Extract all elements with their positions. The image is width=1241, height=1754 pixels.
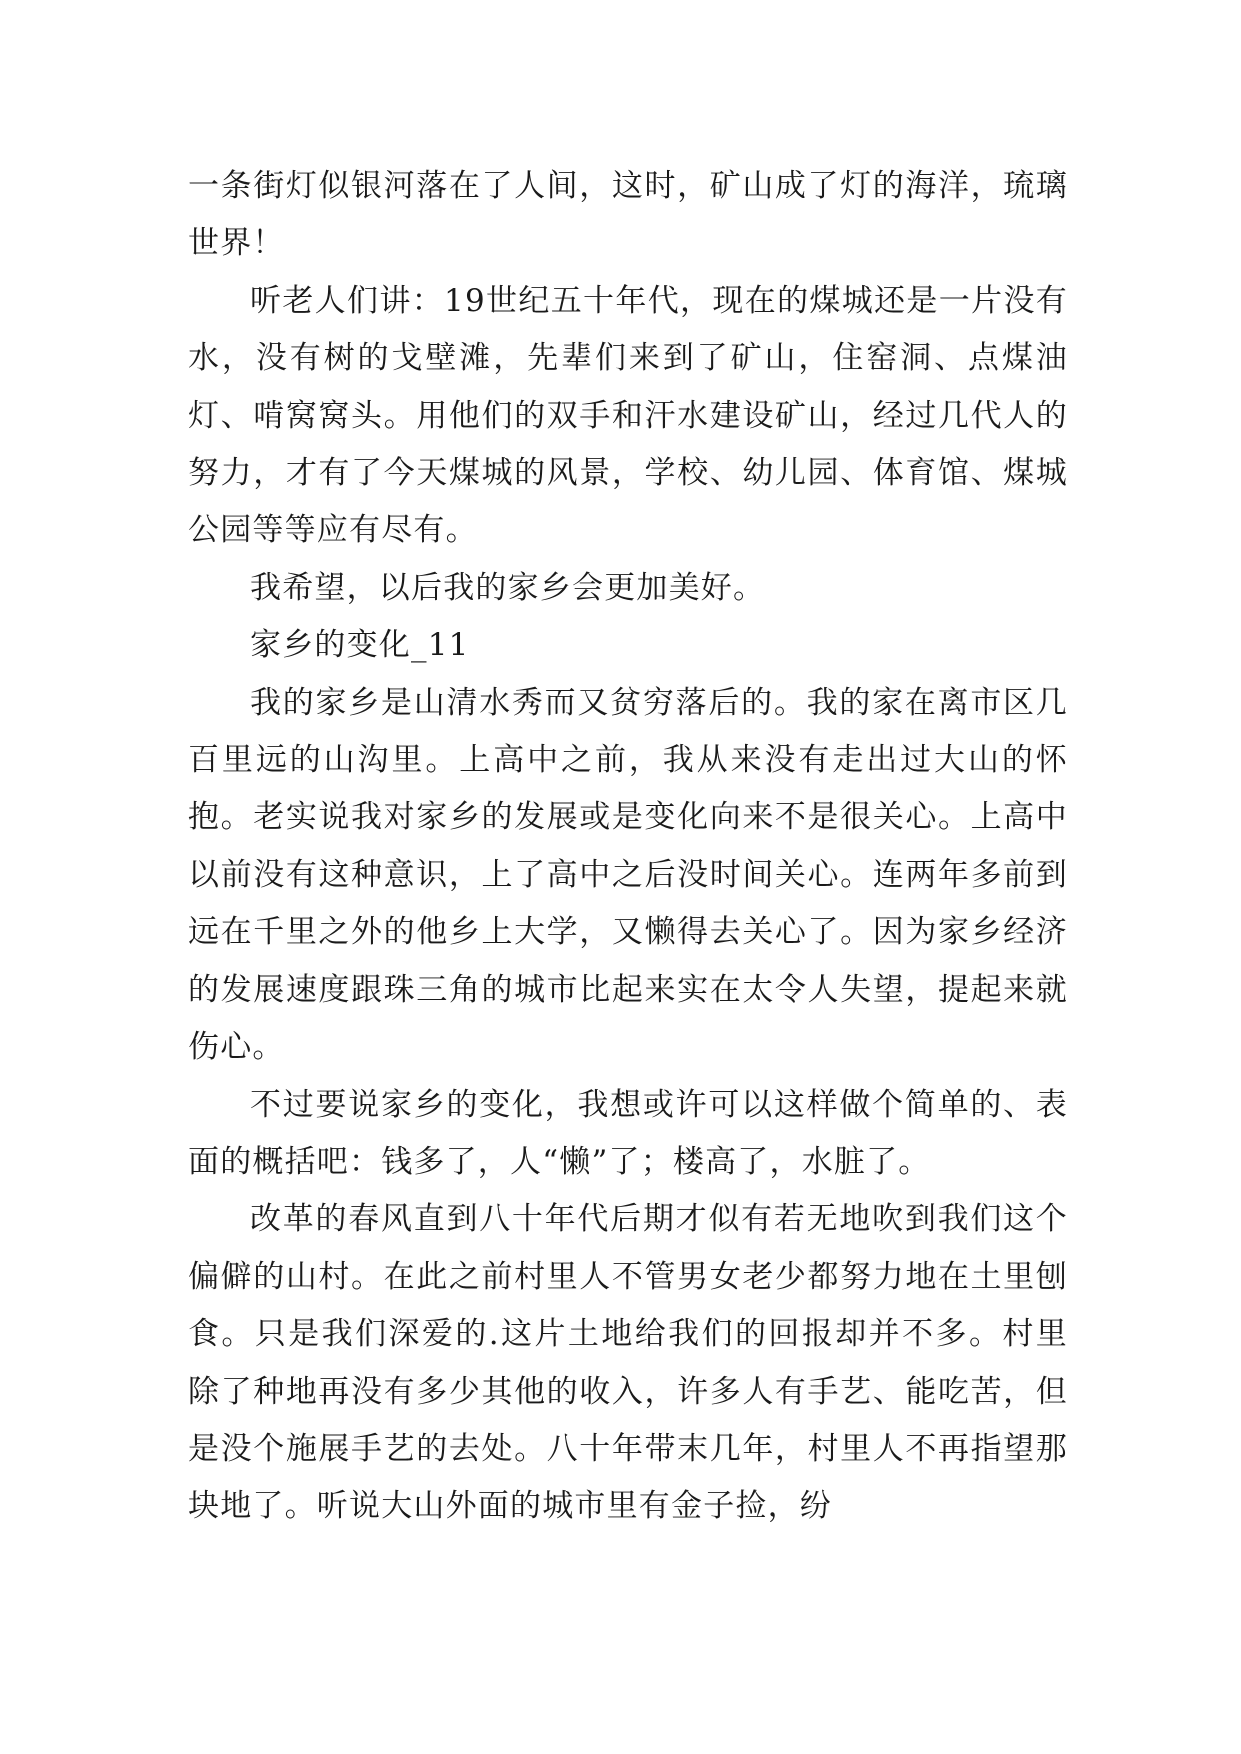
paragraph-5: 我的家乡是山清水秀而又贫穷落后的。我的家在离市区几百里远的山沟里。上高中之前，我从来没有走出过大山的怀抱。老实说我对家乡的发展或是变化向来不是很关心。上高中以前没有这种意识，上了高中之后没时间关心。连两年多前到远在千里之外的他乡上大学，又懒得去关心了。因为家乡经济的发展速度跟珠三角的城市比起来实在太令人失望，提起来就伤心。 (188, 684, 1068, 1066)
paragraph-1: 一条街灯似银河落在了人间，这时，矿山成了灯的海洋，琉璃世界！ (188, 168, 1068, 262)
section-title: 家乡的变化_11 (250, 627, 470, 664)
paragraph-6: 不过要说家乡的变化，我想或许可以这样做个简单的、表面的概括吧：钱多了，人“懒”了；楼高了，水脏了。 (188, 1086, 1068, 1180)
paragraph-3: 我希望，以后我的家乡会更加美好。 (250, 569, 766, 606)
document-body (188, 158, 1068, 1536)
paragraph-2: 听老人们讲：19世纪五十年代，现在的煤城还是一片没有水，没有树的戈壁滩，先辈们来到了矿山，住窑洞、点煤油灯、啃窝窝头。用他们的双手和汗水建设矿山，经过几代人的努力，才有了今天煤城的风景，学校、幼儿园、体育馆、煤城公园等等应有尽有。 (188, 282, 1068, 549)
paragraph-7: 改革的春风直到八十年代后期才似有若无地吹到我们这个偏僻的山村。在此之前村里人不管男女老少都努力地在土里刨食。只是我们深爱的.这片土地给我们的回报却并不多。村里除了种地再没有多少其他的收入，许多人有手艺、能吃苦，但是没个施展手艺的去处。八十年带末几年，村里人不再指望那块地了。听说大山外面的城市里有金子捡，纷 (188, 1201, 1068, 1525)
